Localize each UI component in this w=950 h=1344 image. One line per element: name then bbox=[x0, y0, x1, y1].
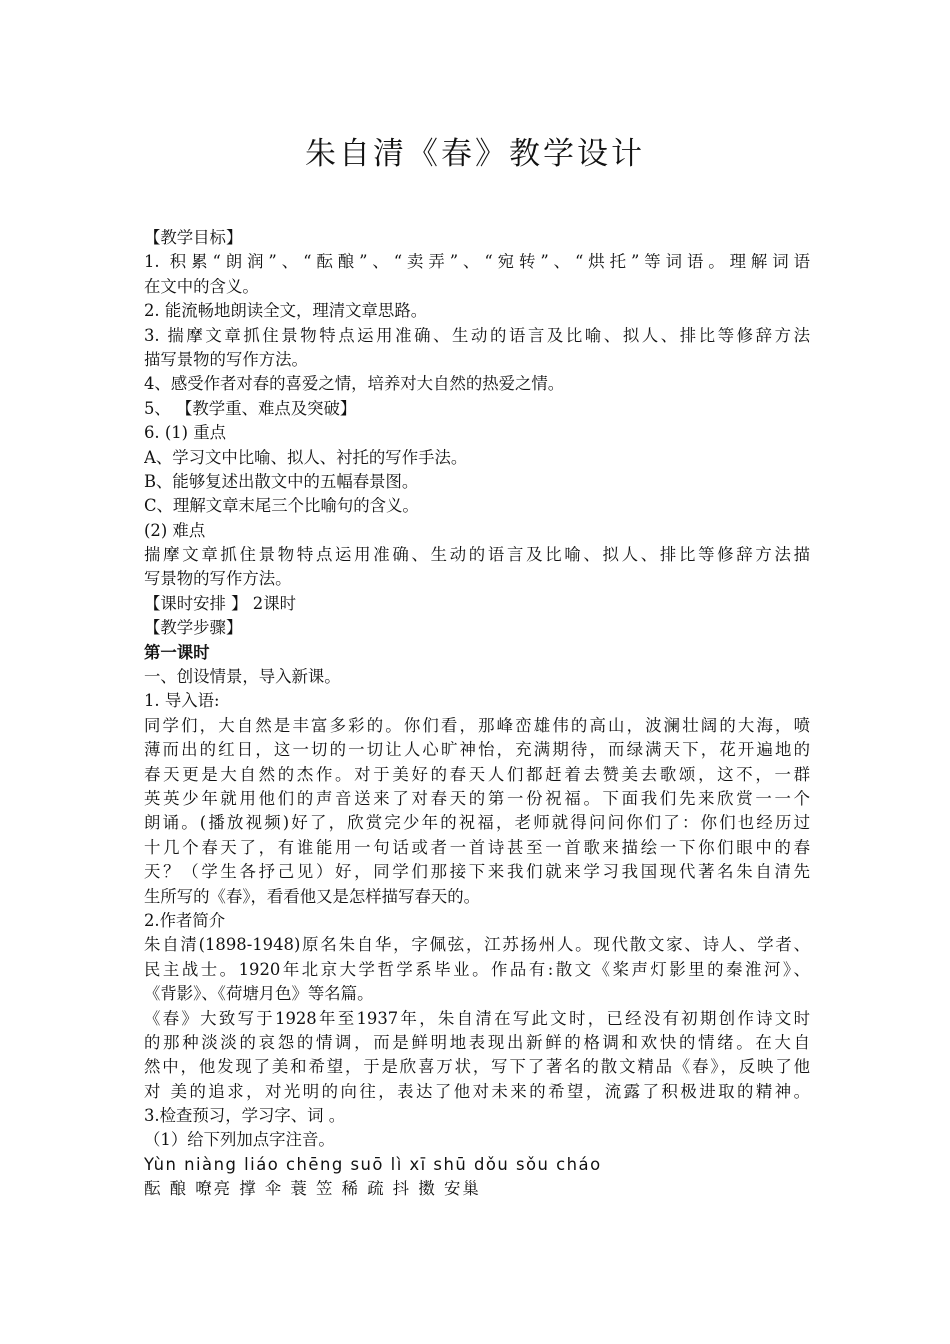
document-body bbox=[144, 226, 810, 1202]
text-line: 写景物的写作方法。 bbox=[144, 569, 292, 589]
text-line: 十几个春天了，有谁能用一句话或者一首诗甚至一首歌来描绘一下你们眼中的春 bbox=[144, 837, 810, 857]
text-line: 2.作者简介 bbox=[144, 910, 226, 930]
text-line: 6. (1) 重点 bbox=[144, 423, 227, 443]
text-line: （1）给下列加点字注音。 bbox=[144, 1130, 335, 1150]
text-line: 的那种淡淡的哀怨的情调，而是鲜明地表现出新鲜的格调和欢快的情绪。在大自 bbox=[144, 1032, 810, 1052]
text-line: 揣摩文章抓住景物特点运用准确、生动的语言及比喻、拟人、排比等修辞方法描 bbox=[144, 545, 810, 565]
text-line: 酝 酿 嘹亮 撑 伞 蓑 笠 稀 疏 抖 擞 安巢 bbox=[144, 1179, 481, 1199]
text-line: 朱自清(1898-1948)原名朱自华，字佩弦，江苏扬州人。现代散文家、诗人、学者、 bbox=[144, 935, 810, 955]
text-line: 【课时安排 】 2课时 bbox=[144, 593, 296, 613]
text-line: 《春》大致写于1928年至1937年，朱自清在写此文时，已经没有初期创作诗文时 bbox=[144, 1008, 810, 1028]
text-line: 第一课时 bbox=[144, 642, 210, 662]
text-line: 民主战士。1920年北京大学哲学系毕业。作品有:散文《桨声灯影里的秦淮河》、 bbox=[144, 959, 810, 979]
text-line: 4、感受作者对春的喜爱之情，培养对大自然的热爱之情。 bbox=[144, 374, 565, 394]
text-line: 【教学目标】 bbox=[144, 228, 243, 247]
text-line: 春天更是大自然的杰作。对于美好的春天人们都赶着去赞美去歌颂，这不，一群 bbox=[144, 764, 810, 784]
text-line: 描写景物的写作方法。 bbox=[144, 349, 308, 369]
text-line: 天？（学生各抒己见）好，同学们那接下来我们就来学习我国现代著名朱自清先 bbox=[144, 862, 810, 882]
text-line: 1. 导入语: bbox=[144, 691, 220, 711]
text-line: 同学们，大自然是丰富多彩的。你们看，那峰峦雄伟的高山，波澜壮阔的大海，喷 bbox=[144, 715, 810, 735]
text-line: 生所写的《春》，看看他又是怎样描写春天的。 bbox=[144, 886, 481, 906]
text-line: 薄而出的红日，这一切的一切让人心旷神怡，充满期待，而绿满天下，花开遍地的 bbox=[144, 740, 810, 760]
text-line: 英英少年就用他们的声音送来了对春天的第一份祝福。下面我们先来欣赏一一个 bbox=[144, 788, 810, 808]
document-title: 朱自清《春》教学设计 bbox=[305, 136, 645, 172]
text-line: A、学习文中比喻、拟人、衬托的写作手法。 bbox=[144, 447, 468, 467]
text-line: (2) 难点 bbox=[144, 520, 206, 540]
text-line: 对 美的追求，对光明的向往，表达了他对未来的希望，流露了积极进取的精神。 bbox=[144, 1081, 810, 1101]
text-line: 然中，他发现了美和希望，于是欣喜万状，写下了著名的散文精品《春》，反映了他 bbox=[144, 1057, 810, 1077]
text-line: 《背影》、《荷塘月色》等名篇。 bbox=[144, 984, 374, 1004]
text-line: 1. 积累“朗润”、“酝酿”、“卖弄”、“宛转”、“烘托”等词语。理解词语 bbox=[144, 252, 810, 272]
text-line: C、理解文章末尾三个比喻句的含义。 bbox=[144, 496, 419, 516]
text-line: 一、创设情景，导入新课。 bbox=[144, 667, 341, 687]
text-line: 朗诵。(播放视频)好了，欣赏完少年的祝福，老师就得问问你们了：你们也经历过 bbox=[144, 813, 810, 833]
text-line: 2. 能流畅地朗读全文，理清文章思路。 bbox=[144, 301, 428, 321]
text-line: Yùn niàng liáo chēng suō lì xī shū dǒu sǒu cháo bbox=[144, 1154, 602, 1174]
text-line: 【教学步骤】 bbox=[144, 618, 243, 638]
text-line: 在文中的含义。 bbox=[144, 276, 259, 296]
text-line: B、能够复述出散文中的五幅春景图。 bbox=[144, 471, 419, 491]
text-line: 3.检查预习，学习字、词 。 bbox=[144, 1106, 346, 1126]
text-line: 5、 【教学重、难点及突破】 bbox=[144, 398, 357, 418]
text-line: 3. 揣摩文章抓住景物特点运用准确、生动的语言及比喻、拟人、排比等修辞方法 bbox=[144, 325, 810, 345]
